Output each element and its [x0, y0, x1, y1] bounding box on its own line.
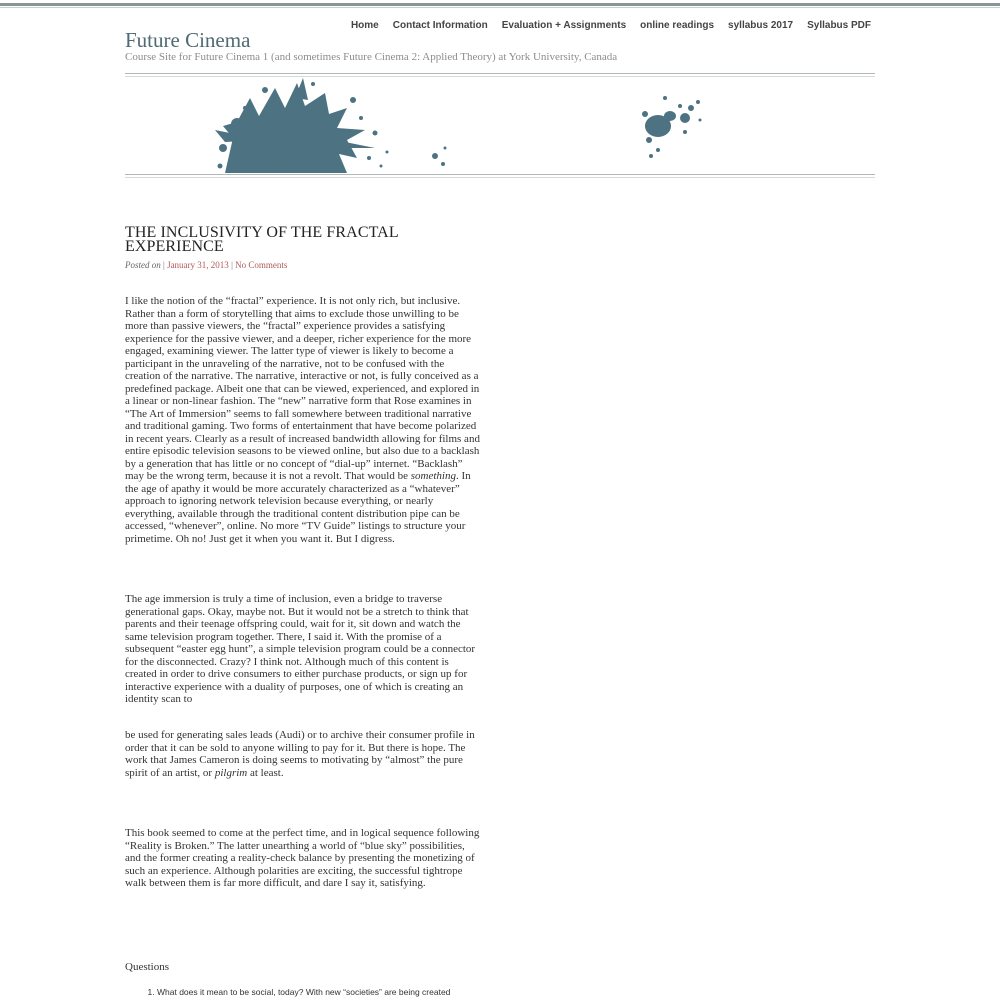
paragraph-3-text-b: at least.	[247, 766, 284, 779]
post-date-link[interactable]: January 31, 2013	[167, 260, 229, 270]
paragraph-3-text-a: be used for generating sales leads (Audi) or to archive their consumer profile in order that it can be sold to anyone willing to pay for it. But there is hope. The work that James Cameron is doing seems to motivating by “almost” the pure spirit of an artist, or	[125, 729, 475, 779]
site-header	[0, 0, 1000, 70]
comments-link[interactable]: No Comments	[235, 260, 288, 270]
ink-splash-graphic	[125, 78, 875, 173]
main-nav	[351, 20, 871, 31]
meta-separator-2: |	[228, 260, 236, 270]
questions-heading: Questions	[125, 961, 169, 973]
meta-separator: |	[160, 260, 168, 270]
nav-item-contact-information[interactable]: Contact Information	[392, 20, 488, 31]
header-banner-image	[125, 78, 875, 173]
post-paragraph-3	[125, 729, 481, 779]
question-item: 1. What does it mean to be social, today? With new “societies” are being created	[157, 987, 450, 997]
questions-list	[147, 987, 450, 997]
paragraph-1-text-a: I like the notion of the “fractal” experience. It is not only rich, but inclusive. Rather than a form of storytelling that aims to exclude those unwilling to be more than passive viewers, the “fractal” experience provides a satisfying experience for the passive viewer, and a deeper, richer experience for the more engaged, examining viewer. The latter type of viewer is likely to become a participant in the unraveling of the narrative, not to be confused with the creation of the narrative. The narrative, interactive or not, is fully conceived as a predefined package. Albeit one that can be viewed, experienced, and explored in a linear or non-linear fashion. The “new” narrative form that Rose examines in “The Art of Immersion” seems to fall somewhere between traditional narrative and traditional gaming. Two forms of entertainment that have become polarized in recent years. Clearly as a result of increased bandwidth allowing for films and entire episodic television seasons to be viewed online, but also due to a backlash by a generation that has little or no concept of “dial-up” internet. “Backlash” may be the wrong term, because it is not a revolt. That would be	[125, 295, 480, 482]
post-paragraph-4: This book seemed to come at the perfect time, and in logical sequence following “Reality is Broken.” The latter unearthing a world of “blue sky” possibilities, and the former creating a reality-check balance by presenting the monetizing of such an experience. Although polarities are exciting, the successful tightrope walk between them is far more difficult, and dare I say it, satisfying.	[125, 827, 480, 889]
post-title[interactable]: THE INCLUSIVITY OF THE FRACTAL EXPERIENCE	[125, 224, 399, 255]
paragraph-1-emphasis: something	[410, 470, 456, 482]
post-article	[125, 226, 481, 270]
site-title[interactable]: Future Cinema	[125, 28, 251, 52]
banner-top-rule	[125, 73, 875, 77]
post-meta	[125, 260, 481, 270]
nav-item-syllabus-pdf[interactable]: Syllabus PDF	[807, 20, 871, 31]
nav-item-evaluation-assignments[interactable]: Evaluation + Assignments	[501, 20, 627, 31]
site-description: Course Site for Future Cinema 1 (and sometimes Future Cinema 2: Applied Theory) at York University, Canada	[125, 51, 618, 63]
banner-bottom-rule	[125, 174, 875, 178]
paragraph-3-emphasis: pilgrim	[214, 766, 248, 779]
posted-on-label: Posted on	[125, 260, 161, 270]
nav-item-home[interactable]: Home	[350, 20, 379, 31]
post-paragraph-1	[125, 295, 481, 545]
paragraph-1-text-b: . In the age of apathy it would be more accurately characterized as a “whatever” approach to ignoring network television because everything, or nearly everything, available through the traditional content distribution pipe can be accessed, “whenever”, online. No more “TV Guide” listings to structure your primetime. Oh no! Just get it when you want it. But I digress.	[125, 470, 471, 545]
nav-item-online-readings[interactable]: online readings	[640, 20, 715, 31]
nav-item-syllabus-2017[interactable]: syllabus 2017	[728, 20, 794, 31]
post-paragraph-2: The age immersion is truly a time of inclusion, even a bridge to traverse generational gaps. Okay, maybe not. But it would not be a stretch to think that parents and their teenage offspring could, wait for it, sit down and watch the same television program together. There, I said it. With the promise of a subsequent “easter egg hunt”, a simple television program could be a connector for the disconnected. Crazy? I think not. Although much of this content is created in order to drive consumers to either purchase products, or sign up for interactive experience with a duality of purposes, one of which is creating an identity scan to	[125, 593, 476, 705]
